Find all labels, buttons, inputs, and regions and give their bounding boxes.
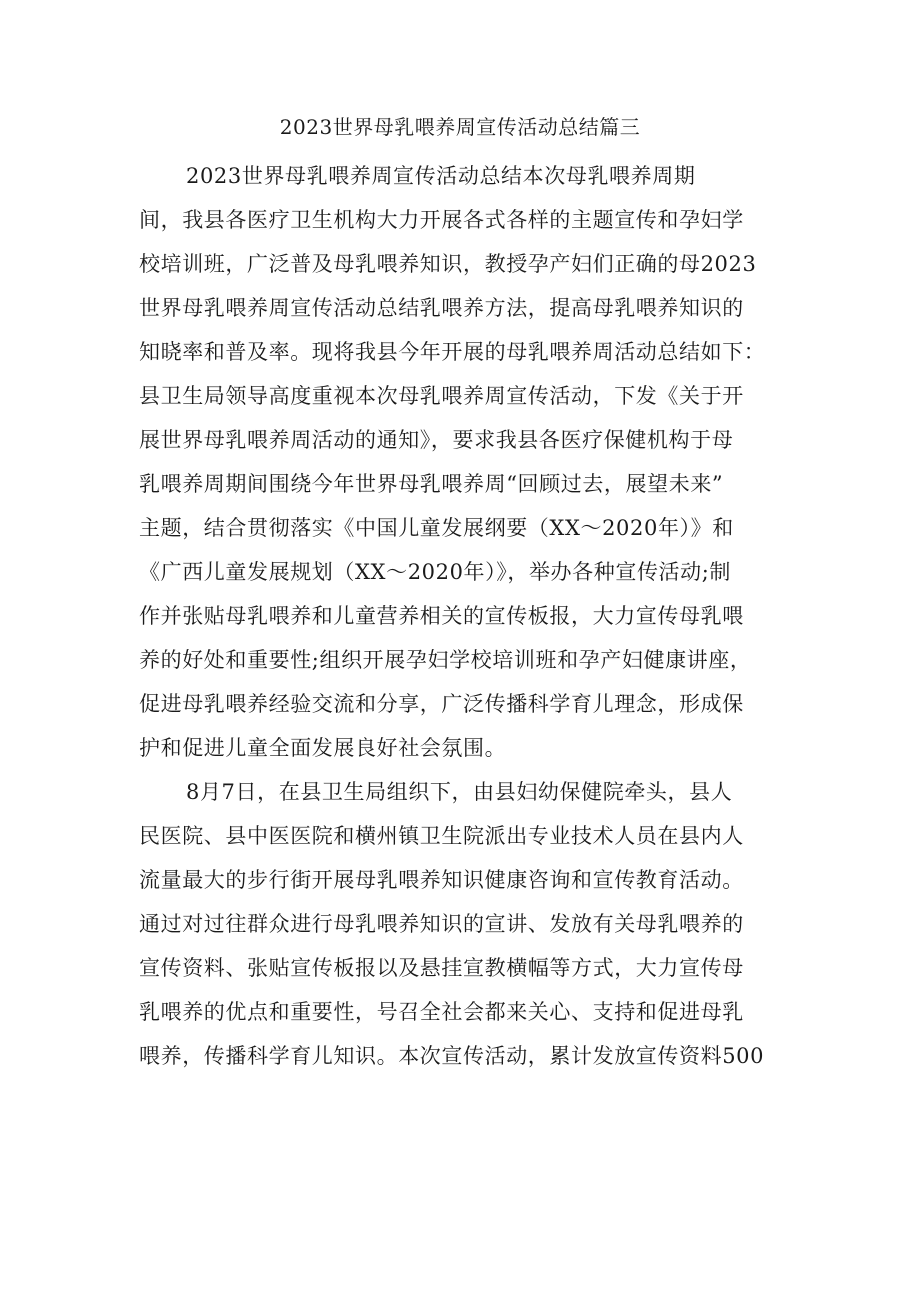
paragraph-line: 展世界母乳喂养周活动的通知》，要求我县各医疗保健机构于母 bbox=[139, 428, 734, 452]
paragraph-line: 知晓率和普及率。现将我县今年开展的母乳喂养周活动总结如下： bbox=[139, 340, 766, 364]
paragraph-line: 2023世界母乳喂养周宣传活动总结本次母乳喂养周期 bbox=[186, 164, 696, 188]
paragraph-line: 流量最大的步行街开展母乳喂养知识健康咨询和宣传教育活动。 bbox=[139, 868, 744, 892]
paragraph-line: 促进母乳喂养经验交流和分享，广泛传播科学育儿理念，形成保 bbox=[139, 692, 744, 716]
paragraph-line: 世界母乳喂养周宣传活动总结乳喂养方法，提高母乳喂养知识的 bbox=[139, 296, 744, 320]
paragraph-line: 《广西儿童发展规划（XX～2020年）》，举办各种宣传活动;制 bbox=[139, 560, 732, 584]
paragraph-line: 宣传资料、张贴宣传板报以及悬挂宣教横幅等方式，大力宣传母 bbox=[139, 956, 744, 980]
paragraph-line: 养的好处和重要性;组织开展孕妇学校培训班和孕产妇健康讲座， bbox=[139, 648, 752, 672]
paragraph-line: 乳喂养周期间围绕今年世界母乳喂养周“回顾过去，展望未来” bbox=[139, 472, 724, 496]
paragraph-line: 民医院、县中医医院和横州镇卫生院派出专业技术人员在县内人 bbox=[139, 824, 744, 848]
paragraph-line: 作并张贴母乳喂养和儿童营养相关的宣传板报，大力宣传母乳喂 bbox=[139, 604, 744, 628]
paragraph-line: 喂养，传播科学育儿知识。本次宣传活动，累计发放宣传资料500 bbox=[139, 1044, 765, 1068]
paragraph-line: 护和促进儿童全面发展良好社会氛围。 bbox=[139, 736, 507, 760]
paragraph-line: 县卫生局领导高度重视本次母乳喂养周宣传活动，下发《关于开 bbox=[139, 384, 744, 408]
paragraph-line: 校培训班，广泛普及母乳喂养知识，教授孕产妇们正确的母2023 bbox=[139, 252, 757, 276]
paragraph-line: 间，我县各医疗卫生机构大力开展各式各样的主题宣传和孕妇学 bbox=[139, 208, 744, 232]
paragraph-line: 通过对过往群众进行母乳喂养知识的宣讲、发放有关母乳喂养的 bbox=[139, 912, 744, 936]
paragraph-line: 主题，结合贯彻落实《中国儿童发展纲要（XX～2020年）》和 bbox=[139, 516, 734, 540]
document-title: 2023世界母乳喂养周宣传活动总结篇三 bbox=[279, 115, 641, 139]
paragraph-line: 8月7日，在县卫生局组织下，由县妇幼保健院牵头，县人 bbox=[186, 780, 733, 804]
paragraph-line: 乳喂养的优点和重要性，号召全社会都来关心、支持和促进母乳 bbox=[139, 1000, 744, 1024]
